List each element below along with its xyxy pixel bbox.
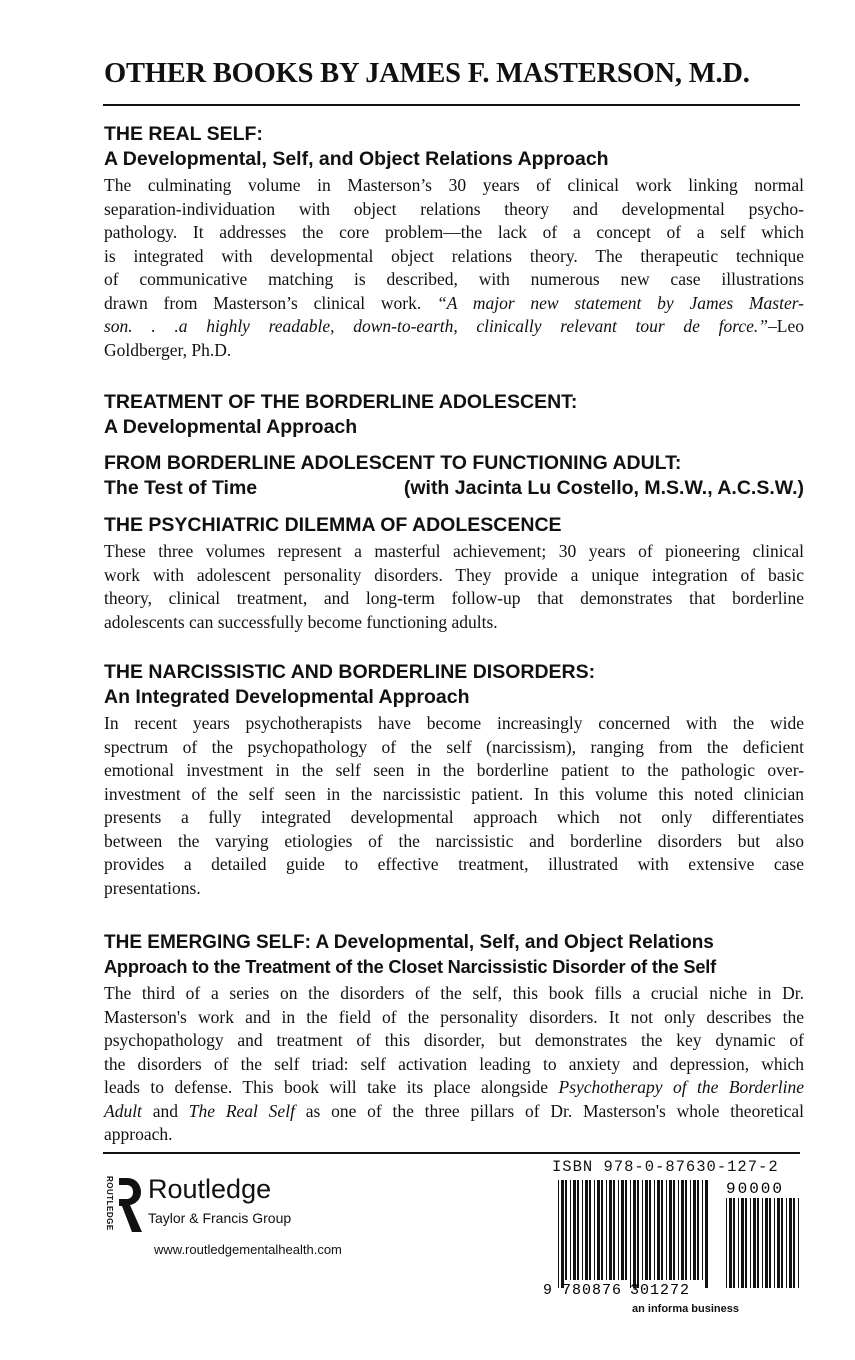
book-title-main: THE EMERGING SELF: [104,932,311,953]
barcode-bar [726,1198,727,1288]
desc-line: emotional investment in the self seen in the borderline patient to the pathologic over- [104,760,804,780]
book-title: TREATMENT OF THE BORDERLINE ADOLESCENT: [104,391,578,413]
book-entry-functioning-adult [104,451,804,501]
book-title: FROM BORDERLINE ADOLESCENT TO FUNCTIONING ADULT: [104,452,682,474]
barcode-bar [633,1180,636,1288]
barcode-bar [729,1198,732,1288]
book-title-rest: A Developmental, Self, and Object Relations [315,932,714,953]
barcode-bar [697,1180,699,1280]
barcode-bar [606,1180,607,1280]
desc-line [104,1100,804,1124]
barcode-bar [642,1180,643,1280]
desc-text: as one of the three pillars of Dr. Masterson's whole theoretical [305,1100,805,1121]
barcode-bar [786,1198,787,1288]
desc-line: presents a fully integrated developmental approach which not only differentiates [104,807,804,827]
desc-text: leads to defense. This book will take its place alongside [104,1077,549,1097]
book-description [104,540,804,634]
barcode-digit-first: 9 [543,1282,553,1299]
barcode-bar [765,1198,768,1288]
barcode-bar [702,1180,703,1280]
barcode-bar [738,1198,739,1288]
desc-line: the disorders of the self triad: self activation leading to anxiety and depression, which [104,1053,804,1074]
barcode-bar [774,1198,775,1288]
barcode-bar [781,1198,783,1288]
book-title: THE REAL SELF: [104,123,263,145]
barcode-bar [769,1198,771,1288]
italic-book-title: The Real Self [188,1100,295,1121]
book-entry-real-self [104,122,804,362]
barcode-bar [685,1180,687,1280]
barcode-bar [750,1198,751,1288]
barcode-bar [585,1180,588,1280]
desc-line: separation-individuation with object relations theory and developmental psycho- [104,198,804,219]
book-description [104,982,804,1147]
barcode-bar [649,1180,651,1280]
barcode-bar [681,1180,684,1280]
barcode-bar [705,1180,708,1288]
barcode-bar [661,1180,663,1280]
barcode-bar [561,1180,564,1288]
desc-line [104,292,804,316]
book-subtitle: Approach to the Treatment of the Closet Narcissistic Disorder of the Self [104,957,716,977]
barcode-bar [673,1180,675,1280]
page-title: OTHER BOOKS BY JAMES F. MASTERSON, M.D. [104,58,750,89]
barcode-bar [762,1198,763,1288]
barcode-bar [630,1180,631,1288]
ean-barcode-bars [558,1180,708,1288]
barcode-bar [645,1180,648,1280]
book-title: THE NARCISSISTIC AND BORDERLINE DISORDERS: [104,661,596,683]
barcode-bar [690,1180,691,1280]
book-title [104,930,804,955]
barcode-bar [621,1180,624,1280]
desc-line: These three volumes represent a masterful achievement; 30 years of pioneering clinical [104,541,804,561]
barcode-bar [669,1180,672,1280]
book-entry-psychiatric-dilemma [104,513,804,634]
barcode-bar [654,1180,655,1280]
desc-line: of communicative matching is described, with numerous new case illustrations [104,269,804,289]
barcode-bar [625,1180,627,1280]
barcode-bar [618,1180,619,1280]
desc-line [104,1076,804,1100]
barcode-bar [637,1180,639,1288]
barcode-bar [757,1198,759,1288]
book-subtitle: The Test of Time [104,477,258,499]
barcode-bar [558,1180,559,1288]
desc-line: Goldberger, Ph.D. [104,339,232,360]
publisher-name: Routledge [148,1174,272,1204]
barcode-bar [601,1180,603,1280]
desc-line: The culminating volume in Masterson’s 30 years of clinical work linking normal [104,175,804,195]
book-entry-narcissistic-borderline [104,660,804,900]
barcode-bar [577,1180,579,1280]
desc-line: is integrated with developmental object relations theory. The therapeutic technique [104,245,804,266]
desc-line: presentations. [104,877,201,898]
barcode-bar [613,1180,615,1280]
review-attribution: –Leo [768,316,804,336]
review-quote: “A major new statement by James Master- [436,292,805,313]
price-barcode-bars [726,1198,799,1288]
barcode-bar [753,1198,756,1288]
barcode-bar [777,1198,780,1288]
book-subtitle: A Developmental Approach [104,416,358,438]
barcode-bar [666,1180,667,1280]
informa-tagline: an informa business [632,1303,739,1315]
italic-book-title: Psychotherapy of the Borderline [558,1077,804,1097]
barcode-bar [678,1180,679,1280]
book-entry-borderline-adolescent [104,390,804,440]
desc-line: psychopathology and treatment of this disorder, but demonstrates the key dynamic of [104,1030,804,1050]
barcode-digits-left: 780876 [562,1282,623,1299]
barcode-bar [793,1198,795,1288]
desc-line: spectrum of the psychopathology of the self (narcissism), ranging from the deficient [104,736,804,757]
price-code: 90000 [726,1180,785,1198]
barcode-bar [789,1198,792,1288]
book-description [104,712,804,900]
barcode-bar [594,1180,595,1280]
barcode-bar [657,1180,660,1280]
desc-line: Masterson's work and in the field of the personality disorders. It not only describes the [104,1006,804,1027]
desc-line: approach. [104,1124,173,1144]
bottom-divider [103,1152,800,1154]
barcode-bar [741,1198,744,1288]
italic-book-title: Adult [104,1100,142,1121]
barcode-bar [798,1198,799,1288]
publisher-website: www.routledgementalhealth.com [154,1242,342,1257]
desc-text: and [152,1100,178,1121]
book-subtitle: An Integrated Developmental Approach [104,686,470,708]
book-subtitle-row [104,476,804,501]
barcode-bar [693,1180,696,1280]
barcode-bar [589,1180,591,1280]
book-description [104,174,804,362]
desc-line: investment of the self seen in the narcissistic patient. In this volume this noted clinician [104,783,804,804]
book-title: THE PSYCHIATRIC DILEMMA OF ADOLESCENCE [104,514,562,536]
desc-line: In recent years psychotherapists have become increasingly concerned with the wide [104,713,804,733]
desc-line: The third of a series on the disorders of the self, this book fills a crucial niche in Dr. [104,983,804,1003]
publisher-group: Taylor & Francis Group [148,1210,292,1226]
book-coauthor: (with Jacinta Lu Costello, M.S.W., A.C.S.W.) [403,477,804,499]
barcode-bar [733,1198,735,1288]
desc-line [104,315,804,339]
barcode-bar [565,1180,567,1280]
publisher-vertical-text: ROUTLEDGE [105,1176,114,1231]
desc-line: provides a detailed guide to effective treatment, illustrated with extensive case [104,854,804,874]
desc-text: drawn from Masterson’s clinical work. [104,292,422,313]
book-subtitle: A Developmental, Self, and Object Relations Approach [104,148,609,170]
barcode-bar [582,1180,583,1280]
desc-line: theory, clinical treatment, and long-term follow-up that demonstrates that borderline [104,588,804,608]
barcode-digits-right: 301272 [630,1282,691,1299]
desc-line: pathology. It addresses the core problem—the lack of a concept of a self which [104,222,804,242]
desc-line: adolescents can successfully become functioning adults. [104,611,498,632]
book-entry-emerging-self [104,930,804,1147]
barcode-bar [745,1198,747,1288]
isbn-barcode [540,1176,805,1302]
barcode-bar [597,1180,600,1280]
desc-line: work with adolescent personality disorders. They provide a unique integration of basic [104,564,804,585]
routledge-r-icon [113,1176,143,1236]
top-divider [103,104,800,106]
review-quote: son. . .a highly readable, down-to-earth, clinically relevant tour de force.” [104,316,769,336]
barcode-bar [573,1180,576,1280]
desc-line: between the varying etiologies of the narcissistic and borderline disorders but also [104,830,804,851]
isbn-label: ISBN 978-0-87630-127-2 [552,1158,779,1176]
barcode-bar [609,1180,612,1280]
barcode-bar [570,1180,571,1280]
